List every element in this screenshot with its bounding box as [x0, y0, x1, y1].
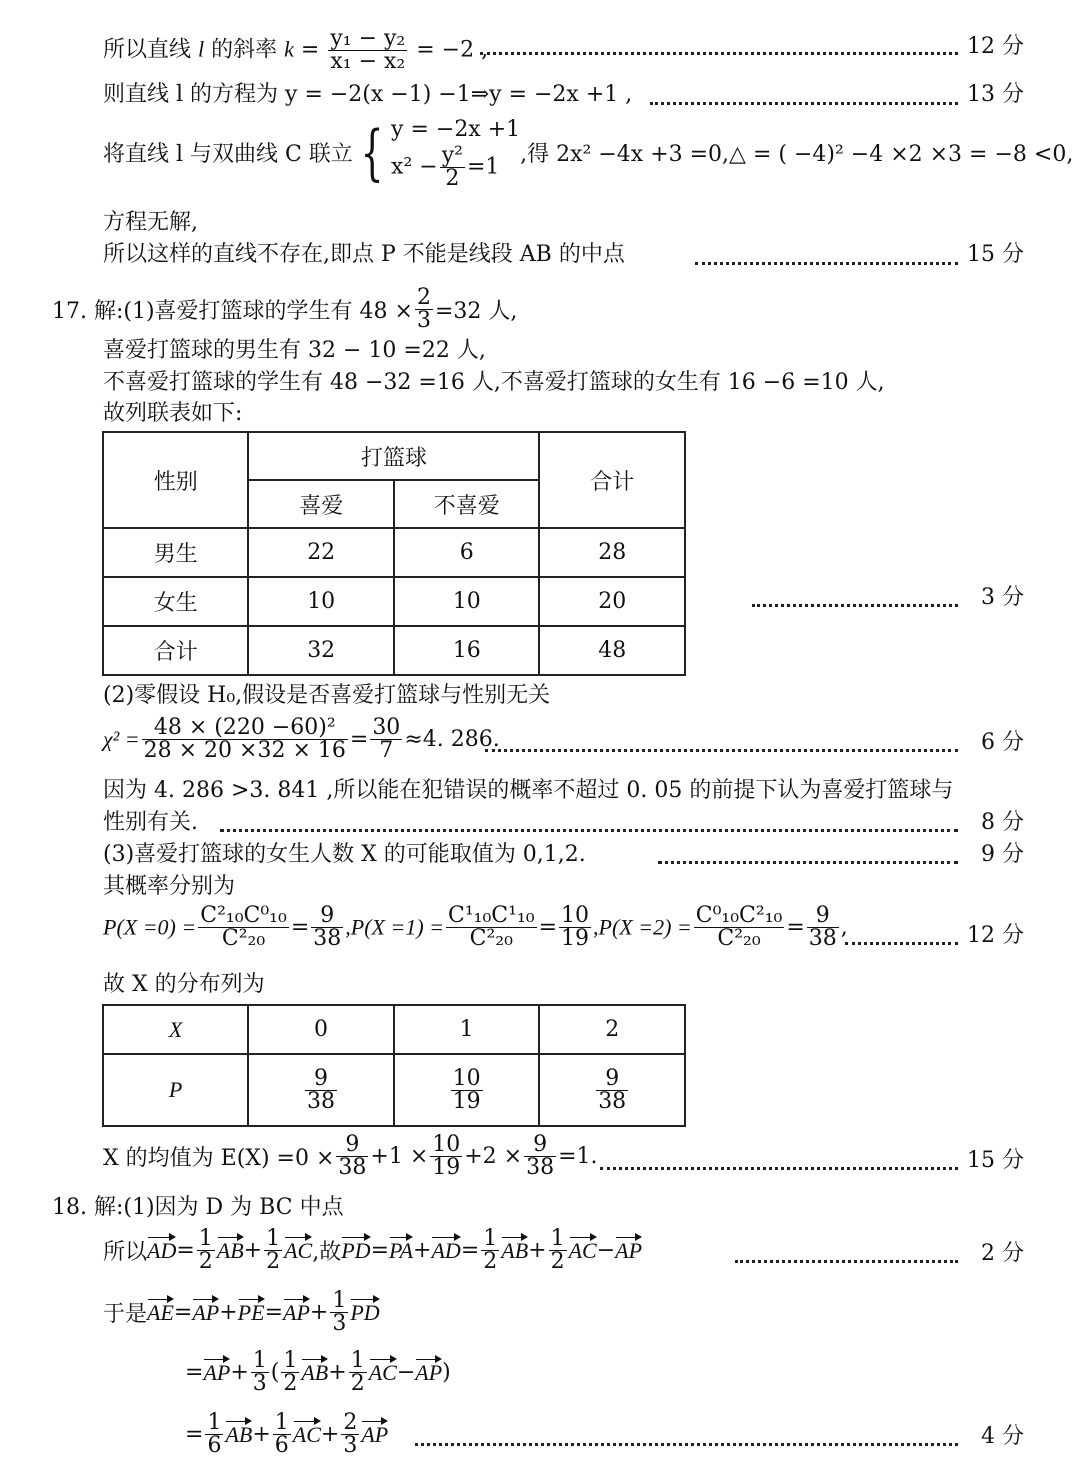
text: 的斜率	[204, 37, 285, 63]
text: −	[596, 1238, 616, 1263]
fraction	[330, 1290, 348, 1335]
denominator: 19	[561, 926, 590, 951]
numerator: 1	[274, 1410, 289, 1435]
denominator: 2	[483, 1249, 498, 1274]
text: +	[230, 1360, 249, 1385]
equation-system	[391, 115, 520, 190]
denominator: C²₂₀	[717, 926, 761, 951]
text: =	[176, 1238, 195, 1263]
fraction	[311, 905, 343, 950]
score-mark: 15 分	[967, 1148, 1024, 1173]
text: =	[185, 1422, 204, 1447]
contingency-table	[102, 431, 686, 676]
text: 所以直线	[103, 37, 198, 63]
numerator: 10	[432, 1132, 461, 1157]
score-mark: 9 分	[981, 842, 1024, 867]
text: +	[309, 1300, 329, 1325]
table-row	[103, 1005, 685, 1054]
vector-line-2	[103, 1290, 380, 1335]
text: P(X =0) =	[103, 914, 197, 940]
system-row-1: y = −2x +1	[391, 117, 521, 142]
text: )	[442, 1360, 451, 1385]
fraction	[440, 145, 465, 190]
leader-dots	[735, 1260, 958, 1263]
text: +	[413, 1238, 432, 1263]
cell: 10	[248, 577, 394, 626]
denominator: 38	[526, 1155, 555, 1180]
numerator: 9	[807, 905, 839, 928]
text-line: 因为 4. 286 >3. 841 ,所以能在犯错误的概率不超过 0. 05 的前提下认为喜爱打篮球与	[103, 778, 954, 803]
part2-text: (2)零假设 H₀,假设是否喜爱打篮球与性别无关	[103, 683, 551, 708]
numerator: C²₁₀C⁰₁₀	[200, 903, 287, 928]
vector: AE	[147, 1299, 174, 1325]
denominator: 19	[452, 1088, 481, 1114]
denominator: 2	[266, 1249, 281, 1274]
score-mark: 2 分	[981, 1241, 1024, 1266]
denominator: 38	[808, 926, 837, 951]
vector: PA	[389, 1237, 414, 1263]
vector: AP	[361, 1421, 389, 1447]
fraction	[305, 1065, 337, 1114]
chi-square-line	[103, 717, 500, 762]
numerator: 2	[343, 1410, 358, 1435]
text-line: 喜爱打篮球的男生有 32 − 10 =22 人,	[103, 338, 486, 363]
text: 所以	[103, 1240, 148, 1265]
q18-heading: 18. 解:(1)因为 D 为 BC 中点	[52, 1195, 344, 1220]
system-row-2	[391, 145, 520, 190]
table-row	[103, 577, 685, 626]
distribution-table	[102, 1004, 686, 1127]
leader-dots	[415, 1443, 958, 1446]
part3-text: (3)喜爱打篮球的女生人数 X 的可能取值为 0,1,2.	[103, 842, 586, 867]
numerator: 9	[311, 905, 343, 928]
denominator: 2	[198, 1249, 213, 1274]
numerator: 1	[283, 1348, 298, 1373]
vector-line-1	[103, 1228, 642, 1273]
cell: 2	[539, 1005, 685, 1054]
score-mark: 6 分	[981, 730, 1024, 755]
text: ≈4. 286.	[404, 727, 500, 752]
var-k: k	[284, 36, 294, 62]
text: =	[370, 1238, 389, 1263]
vector: AP	[283, 1299, 310, 1325]
fraction	[596, 1065, 628, 1114]
vector: AB	[225, 1421, 253, 1447]
cell: 48	[539, 626, 685, 675]
fraction	[264, 1228, 282, 1273]
text: =	[349, 727, 369, 752]
numerator: 9	[524, 1134, 556, 1157]
text: −	[396, 1360, 416, 1385]
vector: AB	[501, 1237, 529, 1263]
numerator: 9	[336, 1134, 368, 1157]
text: 于是	[103, 1302, 148, 1327]
vector: AC	[284, 1237, 313, 1263]
vector: AC	[368, 1359, 397, 1385]
denominator: 6	[274, 1433, 289, 1458]
numerator: 1	[550, 1226, 565, 1251]
score-mark: 12 分	[967, 923, 1024, 948]
denominator: 3	[343, 1433, 358, 1458]
score-mark: 4 分	[981, 1424, 1024, 1449]
fraction	[451, 1065, 483, 1114]
fraction	[251, 1350, 269, 1395]
denominator: C²₂₀	[469, 926, 513, 951]
text: =	[290, 915, 310, 940]
vector: AP	[203, 1359, 231, 1385]
numerator: 1	[207, 1410, 222, 1435]
numerator: 1	[266, 1226, 281, 1251]
text: ,故	[312, 1240, 342, 1265]
vector: AP	[615, 1237, 643, 1263]
fraction	[198, 905, 289, 950]
text: +	[528, 1238, 547, 1263]
table-row	[103, 1054, 685, 1126]
score-mark: 8 分	[981, 810, 1024, 835]
numerator: 30	[372, 715, 401, 740]
fraction	[336, 1134, 368, 1179]
numerator: 1	[198, 1226, 213, 1251]
fraction	[481, 1228, 499, 1273]
text-line: 故 X 的分布列为	[103, 972, 265, 997]
numerator: 48 × (220 −60)²	[142, 717, 348, 740]
fraction	[549, 1228, 567, 1273]
numerator: 1	[350, 1348, 365, 1373]
probability-line	[103, 905, 848, 950]
cell: 男生	[103, 528, 248, 577]
leader-dots	[845, 942, 958, 945]
fraction	[205, 1412, 223, 1457]
denominator: x₁ − x₂	[330, 49, 406, 74]
cell: 28	[539, 528, 685, 577]
fraction	[370, 717, 402, 762]
vector: AC	[568, 1237, 597, 1263]
text: =	[293, 37, 320, 63]
text: = −2 ,	[416, 37, 489, 63]
denominator: 6	[207, 1433, 222, 1458]
leader-dots	[752, 604, 958, 607]
slope-line	[103, 28, 488, 73]
leader-dots	[220, 829, 958, 832]
text: =1.	[558, 1144, 598, 1169]
leader-dots	[658, 861, 958, 864]
text: ,P(X =1) =	[345, 914, 444, 940]
text: ,	[840, 915, 848, 940]
text: +	[243, 1238, 263, 1263]
denominator: 3	[332, 1311, 347, 1336]
text: +	[219, 1300, 238, 1325]
fraction	[559, 905, 591, 950]
text: x² −	[391, 154, 438, 180]
numerator: 10	[452, 1065, 481, 1091]
fraction	[341, 1412, 359, 1457]
cell: 16	[394, 626, 540, 675]
numerator: C¹₁₀C¹₁₀	[448, 903, 535, 928]
text: 17. 解:(1)喜爱打篮球的学生有 48 ×	[52, 299, 413, 324]
denominator: 38	[338, 1155, 367, 1180]
q17-heading	[52, 287, 517, 332]
table-row	[103, 528, 685, 577]
numerator: C⁰₁₀C²₁₀	[695, 903, 783, 928]
numerator: 2	[416, 285, 431, 310]
fraction	[273, 1412, 291, 1457]
denominator: 3	[416, 308, 431, 333]
vector-line-3	[185, 1350, 451, 1395]
denominator: 7	[379, 738, 394, 763]
fraction	[430, 1134, 462, 1179]
denominator: 38	[598, 1088, 627, 1114]
vector: AB	[301, 1359, 329, 1385]
fraction	[694, 905, 785, 950]
leader-dots	[650, 102, 958, 105]
score-mark: 3 分	[981, 585, 1024, 610]
var-l: l	[198, 36, 205, 62]
score-mark: 12 分	[967, 34, 1024, 59]
line-equation: 则直线 l 的方程为 y = −2(x −1) −1⇒y = −2x +1 ,	[103, 82, 633, 107]
header-total: 合计	[539, 432, 685, 528]
cell: 6	[394, 528, 540, 577]
denominator: 2	[283, 1371, 298, 1396]
text-line: 故列联表如下:	[103, 401, 243, 426]
table-row	[103, 626, 685, 675]
header-like: 喜爱	[248, 480, 394, 528]
vector-line-4	[185, 1412, 388, 1457]
text: =	[185, 1360, 204, 1385]
numerator: 10	[561, 903, 590, 928]
cell: 0	[248, 1005, 394, 1054]
numerator: 9	[596, 1068, 628, 1091]
cell: 合计	[103, 626, 248, 675]
fraction	[524, 1134, 556, 1179]
fraction	[415, 287, 433, 332]
text: (	[270, 1360, 280, 1385]
denominator: 2	[445, 166, 460, 191]
score-mark: 13 分	[967, 82, 1024, 107]
denominator: 2	[550, 1249, 565, 1274]
numerator: y²	[441, 143, 463, 168]
denominator: 19	[432, 1155, 461, 1180]
no-solution-text: 方程无解,	[103, 210, 198, 235]
denominator: 3	[252, 1371, 267, 1396]
text: +	[328, 1360, 347, 1385]
leader-dots	[480, 52, 958, 55]
vector: PD	[350, 1299, 380, 1325]
vector: AP	[192, 1299, 220, 1325]
cell: P	[168, 1077, 183, 1102]
text-line: 性别有关.	[103, 810, 198, 835]
joint-line	[103, 115, 1073, 190]
score-mark: 15 分	[967, 242, 1024, 267]
text: =1	[466, 154, 500, 180]
text-line: 其概率分别为	[103, 874, 236, 899]
denominator: 2	[350, 1371, 365, 1396]
text: χ² =	[103, 726, 140, 752]
denominator: 38	[307, 1088, 336, 1114]
text: 将直线 l 与双曲线 C 联立	[103, 142, 353, 167]
fraction	[197, 1228, 215, 1273]
cell: 22	[248, 528, 394, 577]
header-basketball: 打篮球	[248, 432, 539, 480]
text: X 的均值为 E(X) =0 ×	[103, 1146, 335, 1171]
brace: {	[360, 117, 384, 188]
conclusion-text: 所以这样的直线不存在,即点 P 不能是线段 AB 的中点	[103, 242, 625, 267]
vector: AD	[147, 1237, 177, 1263]
cell: 10	[394, 577, 540, 626]
text: =32 人,	[434, 299, 518, 324]
numerator: 9	[305, 1068, 337, 1091]
vector: PD	[341, 1237, 371, 1263]
numerator: 1	[252, 1348, 267, 1373]
cell: 1	[394, 1005, 540, 1054]
leader-dots	[695, 262, 958, 265]
text: +	[252, 1422, 271, 1447]
cell: 32	[248, 626, 394, 675]
text: =	[538, 915, 558, 940]
leader-dots	[485, 749, 958, 752]
vector: PE	[237, 1299, 265, 1325]
denominator: 28 × 20 ×32 × 16	[143, 738, 346, 763]
fraction	[349, 1350, 367, 1395]
text: =	[264, 1300, 283, 1325]
fraction	[281, 1350, 299, 1395]
text: ,P(X =2) =	[593, 914, 692, 940]
fraction	[446, 905, 537, 950]
slope-fraction	[328, 28, 407, 73]
text-line: 不喜爱打篮球的学生有 48 −32 =16 人,不喜爱打篮球的女生有 16 −6 =10 人,	[103, 370, 885, 395]
fraction	[807, 905, 839, 950]
text: =	[786, 915, 805, 940]
text: =	[460, 1238, 480, 1263]
vector: AD	[431, 1237, 461, 1263]
denominator: 38	[313, 926, 342, 951]
text: +	[320, 1422, 340, 1447]
vector: AP	[415, 1359, 443, 1385]
numerator: 1	[332, 1288, 347, 1313]
fraction	[142, 717, 348, 762]
text: =	[173, 1300, 193, 1325]
numerator: y₁ − y₂	[330, 26, 406, 51]
mean-line	[103, 1134, 598, 1179]
vector: AB	[216, 1237, 244, 1263]
leader-dots	[600, 1167, 958, 1170]
vector: AC	[292, 1421, 321, 1447]
denominator: C²₂₀	[221, 926, 266, 951]
numerator: 1	[483, 1226, 498, 1251]
cell: X	[168, 1016, 183, 1042]
header-gender: 性别	[103, 432, 248, 528]
text: +1 ×	[370, 1144, 429, 1169]
header-notlike: 不喜爱	[394, 480, 540, 528]
cell: 20	[539, 577, 685, 626]
cell: 女生	[103, 577, 248, 626]
text: ,得 2x² −4x +3 =0,△ = ( −4)² −4 ×2 ×3 = −8 <0,	[520, 142, 1074, 167]
text: +2 ×	[464, 1144, 523, 1169]
